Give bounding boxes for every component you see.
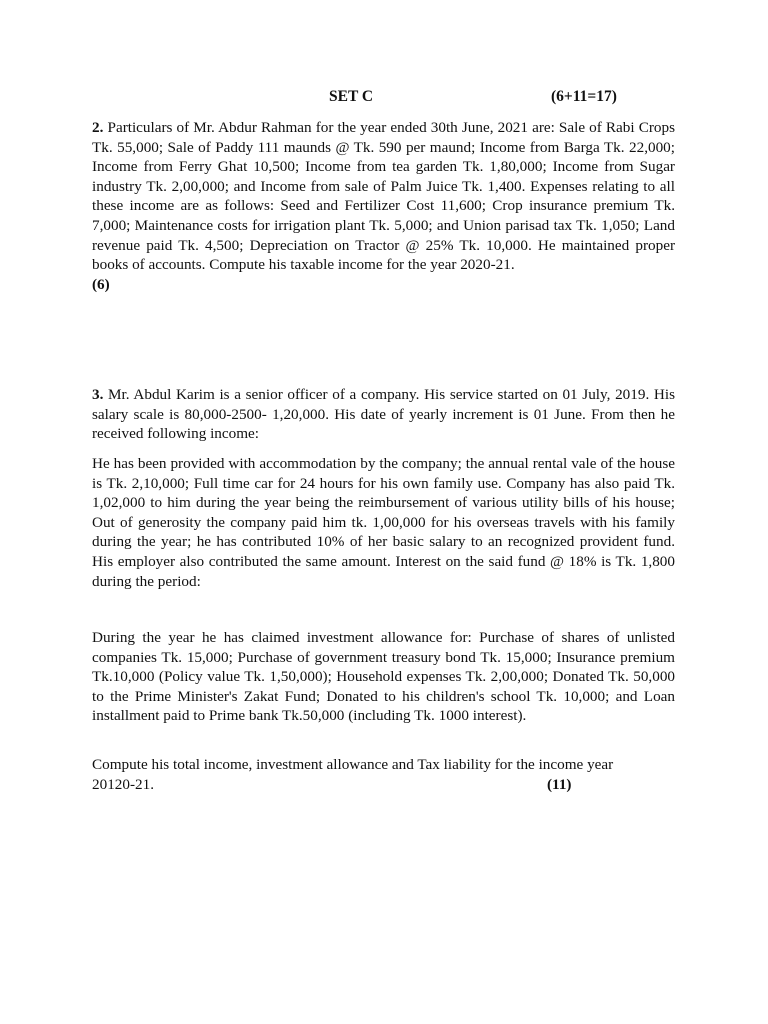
question-3-compute <box>92 755 675 794</box>
question-3-compute-line-1: Compute his total income, investment allowance and Tax liability for the income year <box>92 756 614 773</box>
set-heading <box>0 88 768 108</box>
question-3-income-details: He has been provided with accommodation by the company; the annual rental vale of the house is Tk. 2,10,000; Full time car for 24 hours for his own family use. Company has also paid Tk. 1,02,000 to him during the year being the reimbursement of various utility bills of his house; Out of generosity the company paid him tk. 1,00,000 for his overseas travels with his family during the year; he has contributed 10% of her basic salary to an recognized provident fund. His employer also contributed the same amount. Interest on the said fund @ 18% is Tk. 1,800 during the period: <box>92 455 675 590</box>
question-2-marks: (6) <box>92 275 110 293</box>
question-3-intro-text: Mr. Abdul Karim is a senior officer of a company. His service started on 01 July, 2019. His salary scale is 80,000-2500- 1,20,000. His date of yearly increment is 01 June. From then he received following income: <box>92 386 676 443</box>
question-2-text: Particulars of Mr. Abdur Rahman for the year ended 30th June, 2021 are: Sale of Rabi Crops Tk. 55,000; Sale of Paddy 111 maunds @ Tk. 590 per maund; Income from Barga Tk. 22,000; Income from Ferry Ghat 10,500; Income from tea garden Tk. 1,80,000; Income from Sugar industry Tk. 2,00,000; and Income from sale of Palm Juice Tk. 1,400. Expenses relating to all these income are as follows: Seed and Fertilizer Cost 11,600; Crop insurance premium Tk. 7,000; Maintenance costs for irrigation plant Tk. 5,000; and Union parisad tax Tk. 1,050; Land revenue paid Tk. 4,500; Depreciation on Tractor @ 25% Tk. 10,000. He maintained proper books of accounts. Compute his taxable income for the year 2020-21. <box>92 119 676 274</box>
total-marks: (6+11=17) <box>551 88 617 105</box>
question-3-marks: (11) <box>547 775 572 793</box>
question-3-number: 3. <box>92 386 104 403</box>
set-title: SET C <box>329 88 374 105</box>
question-3-investment-details: During the year he has claimed investment allowance for: Purchase of shares of unlisted companies Tk. 15,000; Purchase of government treasury bond Tk. 15,000; Insurance premium Tk.10,000 (Policy value Tk. 1,50,000); Household expenses Tk. 2,00,000; Donated Tk. 50,000 to the Prime Minister's Zakat Fund; Donated to his children's school Tk. 10,000; and Loan installment paid to Prime bank Tk.50,000 (including Tk. 1000 interest). <box>92 629 675 725</box>
question-2 <box>92 118 675 294</box>
question-2-number: 2. <box>92 119 104 136</box>
question-3-compute-line-2: 20120-21. <box>92 775 155 793</box>
question-3-compute-line-2-row <box>92 775 675 795</box>
question-3-intro <box>92 385 675 444</box>
